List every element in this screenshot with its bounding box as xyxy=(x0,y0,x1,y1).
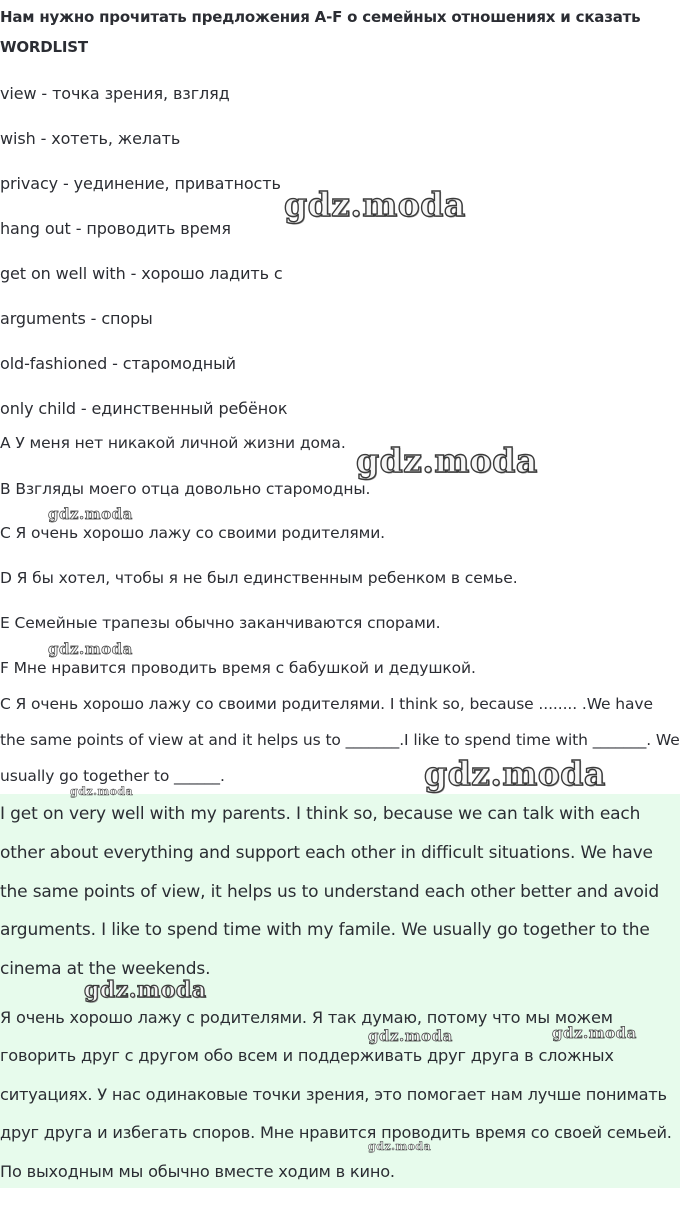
wordlist-item: privacy - уединение, приватность xyxy=(0,174,281,193)
task-prompt: C Я очень хорошо лажу со своими родителями. I think so, because ........ .We have the same points of view at and it helps us to _______.I like to spend time with _______. We usually go together to ______. xyxy=(0,695,680,785)
wordlist-item: old-fashioned - старомодный xyxy=(0,354,236,373)
wordlist-item: arguments - споры xyxy=(0,309,153,328)
sentence-c: C Я очень хорошо лажу со своими родителями. xyxy=(0,524,386,542)
sentence-a: A У меня нет никакой личной жизни дома. xyxy=(0,434,346,452)
sentence-f: F Мне нравится проводить время с бабушкой и дедушкой. xyxy=(0,659,476,677)
watermark: gdz.moda xyxy=(356,441,538,480)
answer-english: I get on very well with my parents. I think so, because we can talk with each other about everything and support each other in difficult situations. We have the same points of view, it helps us to understand each other better and avoid arguments. I like to spend time with my famile. We usually go together to the cinema at the weekends. xyxy=(0,804,659,980)
watermark: gdz.moda xyxy=(368,1140,432,1153)
sentence-e: E Семейные трапезы обычно заканчиваются спорами. xyxy=(0,614,441,632)
wordlist-item: view - точка зрения, взгляд xyxy=(0,84,230,103)
header-title: Нам нужно прочитать предложения A-F о семейных отношениях и сказать xyxy=(0,8,641,26)
watermark: gdz.moda xyxy=(284,185,466,224)
wordlist-item: hang out - проводить время xyxy=(0,219,231,238)
wordlist-item: get on well with - хорошо ладить с xyxy=(0,264,283,283)
watermark: gdz.moda xyxy=(552,1024,637,1042)
wordlist-item: only child - единственный ребёнок xyxy=(0,399,288,418)
sentence-b: B Взгляды моего отца довольно старомодны. xyxy=(0,480,371,498)
answer-russian: Я очень хорошо лажу с родителями. Я так думаю, потому что мы можем говорить друг с другом обо всем и поддерживать друг друга в сложных ситуациях. У нас одинаковые точки зрения, это помогает нам лучше понимать друг друга и избегать споров. Мне нравится проводить время со своей семьей. По выходным мы обычно вместе ходим в кино. xyxy=(0,1008,672,1181)
wordlist-item: wish - хотеть, желать xyxy=(0,129,181,148)
watermark: gdz.moda xyxy=(48,505,133,523)
watermark: gdz.moda xyxy=(84,977,207,1003)
watermark: gdz.moda xyxy=(424,754,606,793)
watermark: gdz.moda xyxy=(368,1027,453,1045)
watermark: gdz.moda xyxy=(70,785,134,798)
sentence-d: D Я бы хотел, чтобы я не был единственным ребенком в семье. xyxy=(0,569,518,587)
wordlist-heading: WORDLIST xyxy=(0,38,88,56)
watermark: gdz.moda xyxy=(48,640,133,658)
